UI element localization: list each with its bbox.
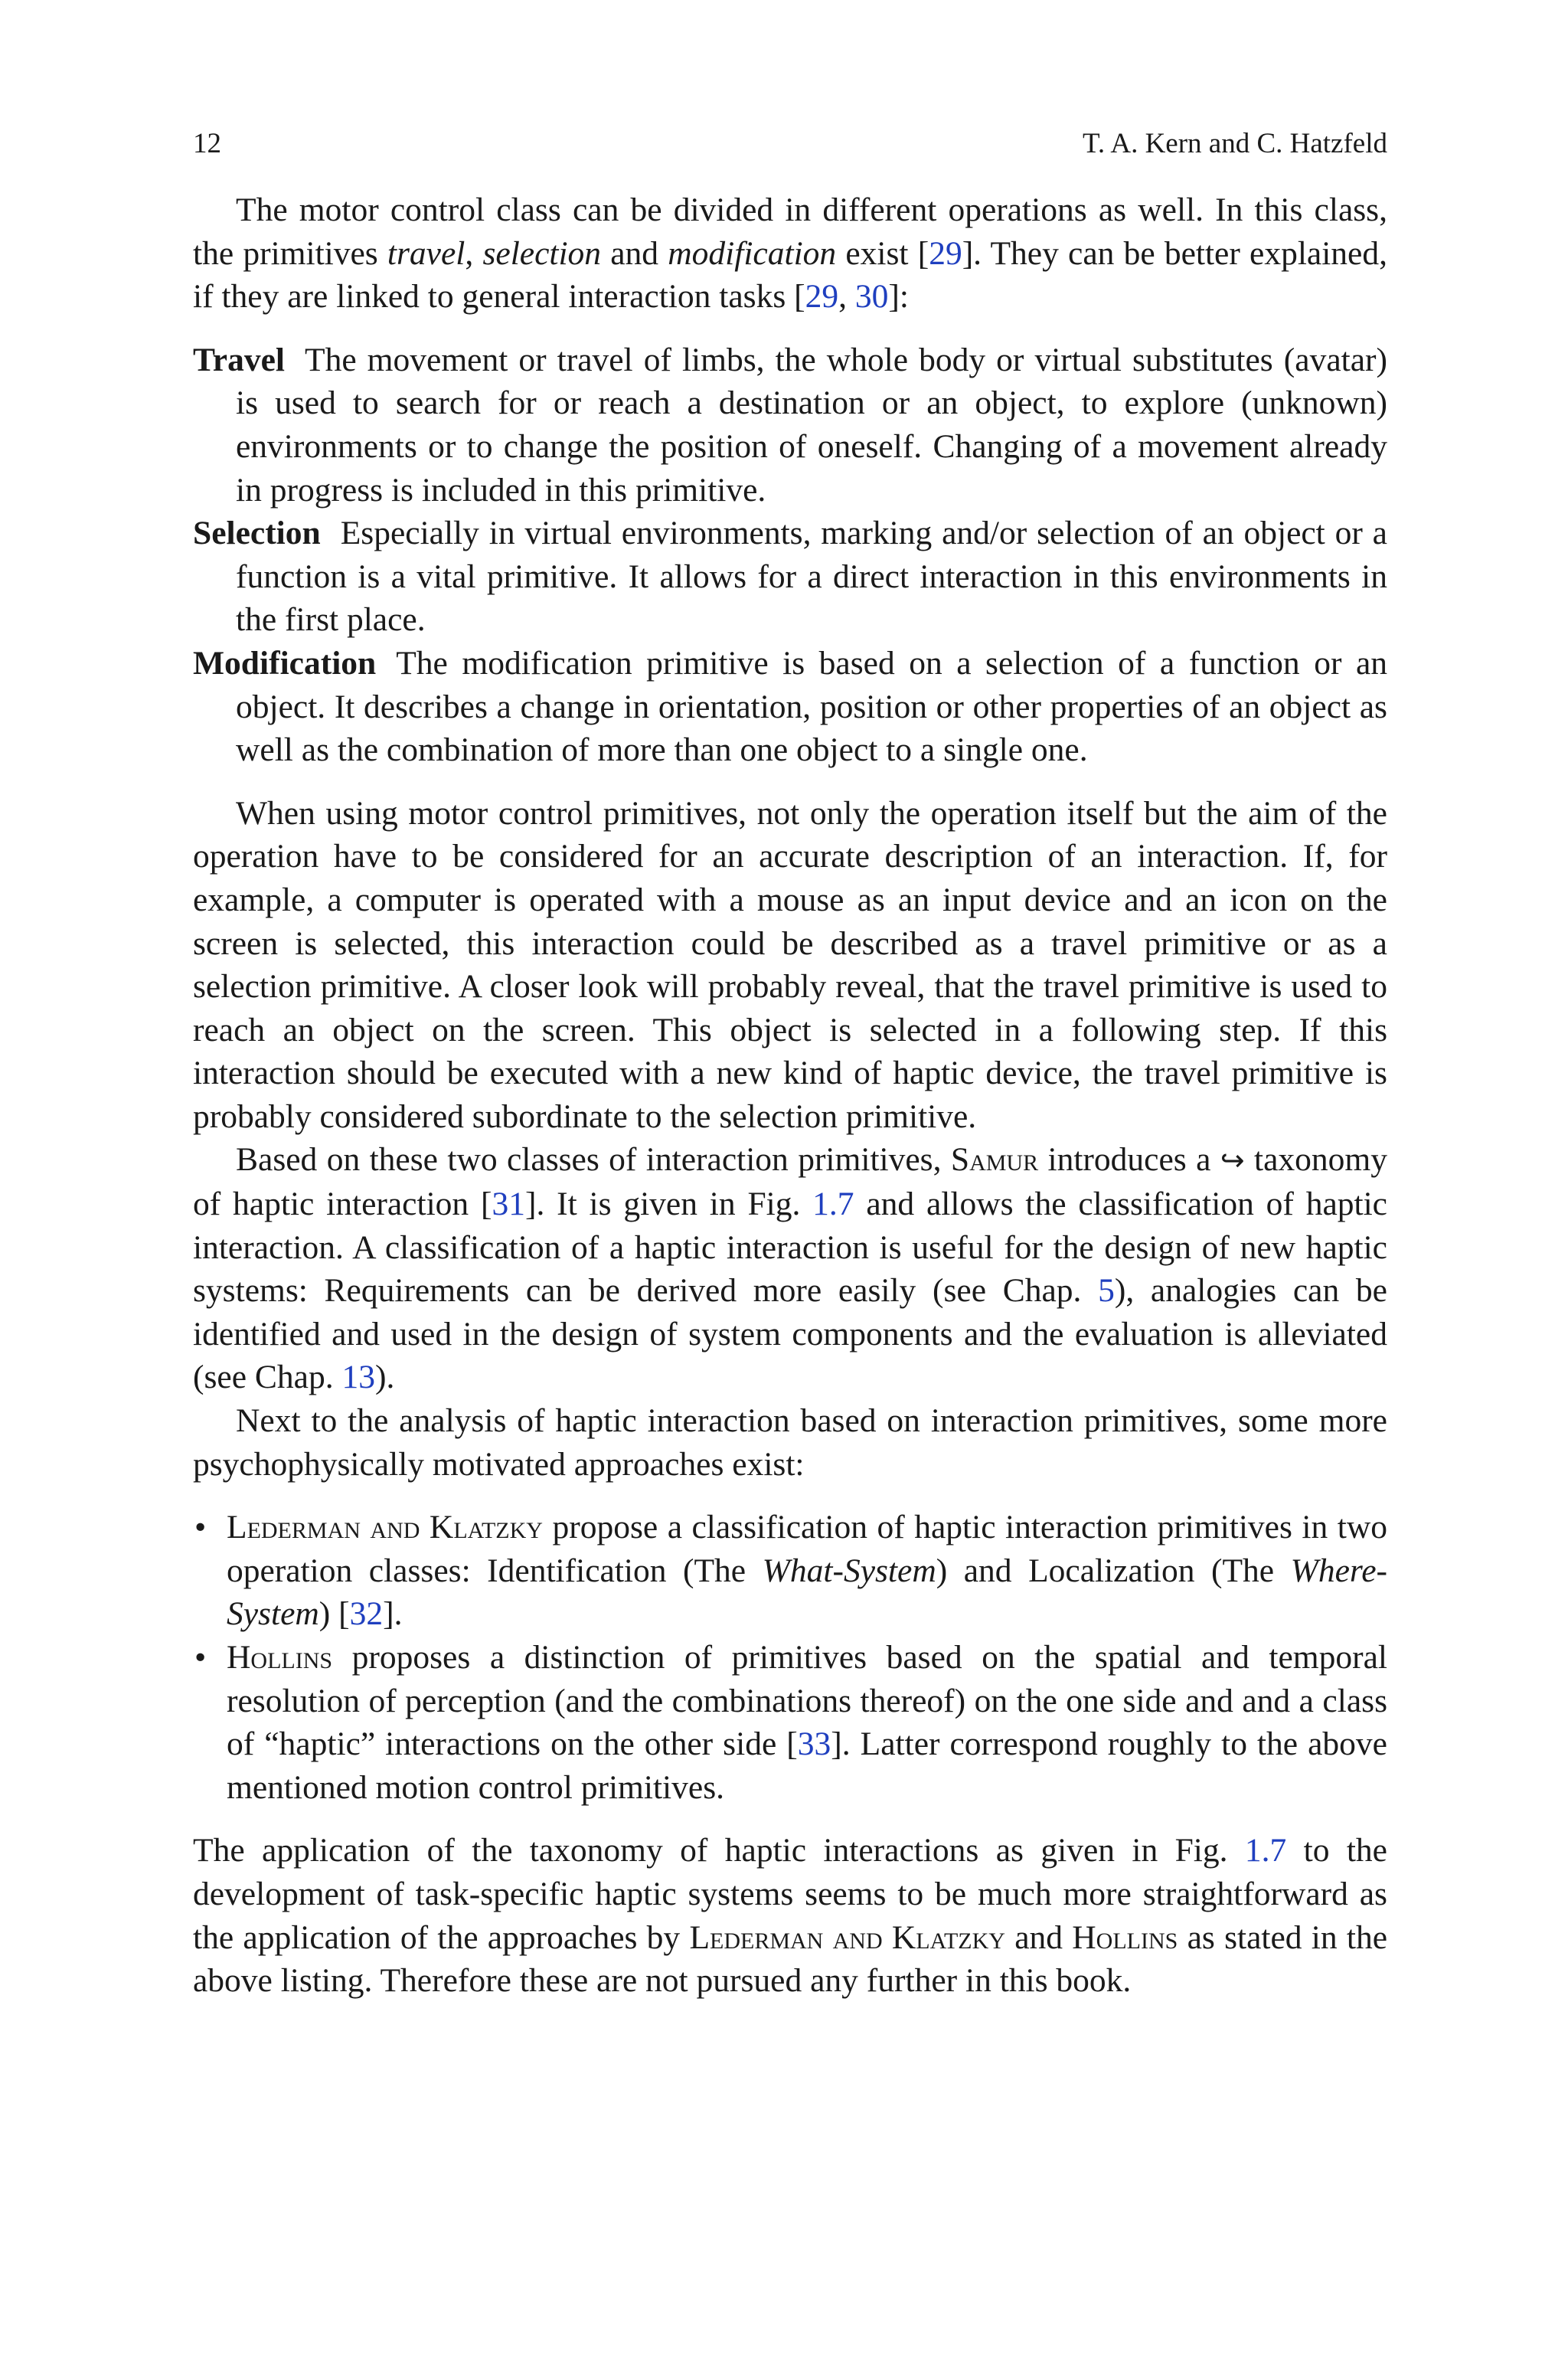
definition-travel bbox=[193, 339, 1387, 512]
definition-modification bbox=[193, 642, 1387, 772]
chapter-link-13[interactable]: 13 bbox=[341, 1359, 375, 1396]
figure-link-1-7[interactable]: 1.7 bbox=[1244, 1832, 1287, 1869]
citation-link-33[interactable]: 33 bbox=[797, 1725, 831, 1763]
term-travel: travel bbox=[387, 234, 466, 272]
bullet-list bbox=[193, 1506, 1387, 1809]
list-item: • Lederman and Klatzky propose a classification of haptic interaction primitives in two operation classes: Identification (The What-System) and Localization (The Where-System) [32]. bbox=[193, 1506, 1387, 1636]
definition-term: Selection bbox=[193, 515, 321, 552]
page-number: 12 bbox=[193, 128, 221, 159]
running-head bbox=[193, 123, 1387, 165]
definition-term: Travel bbox=[193, 341, 285, 378]
list-item: • Hollins proposes a distinction of primitives based on the spatial and temporal resolution of perception (and the combinations thereof) on the one side and and a class of “haptic” interactions on the other side [33]. Latter correspond roughly to the above mentioned motion control primitives. bbox=[193, 1636, 1387, 1809]
definition-text: The modification primitive is based on a selection of a function or an object. It describes a change in orientation, position or other properties of an object as well as the combination of more than one object to a single one. bbox=[236, 644, 1387, 769]
running-head-authors: T. A. Kern and C. Hatzfeld bbox=[1083, 128, 1387, 159]
citation-link-32[interactable]: 32 bbox=[349, 1595, 384, 1633]
paragraph-application: The application of the taxonomy of haptic interactions as given in Fig. 1.7 to the development of task-specific haptic systems seems to be much more straightforward as the application of the approaches by Lederman and Klatzky and Hollins as stated in the above listing. Therefore these are not pursued any further in this book. bbox=[193, 1832, 1388, 2000]
figure-link-1-7[interactable]: 1.7 bbox=[812, 1186, 854, 1223]
citation-link-29[interactable]: 29 bbox=[929, 234, 962, 272]
definition-text: The movement or travel of limbs, the whole body or virtual substitutes (avatar) is used to search for or reach a destination or an object, to explore (unknown) environments or to change the position of oneself. Changing of a movement already in progress is included in this primitive. bbox=[236, 341, 1387, 509]
definition-selection bbox=[193, 512, 1387, 642]
name-samur: Samur bbox=[950, 1141, 1039, 1179]
definition-term: Modification bbox=[193, 644, 377, 682]
citation-link-31[interactable]: 31 bbox=[492, 1186, 525, 1223]
chapter-link-5[interactable]: 5 bbox=[1098, 1272, 1115, 1310]
definition-list bbox=[193, 339, 1387, 772]
term-modification: modification bbox=[668, 234, 837, 272]
term-selection: selection bbox=[482, 234, 602, 272]
bullet-icon: • bbox=[194, 1509, 207, 1546]
paragraph-motor-control: The motor control class can be divided in different operations as well. In this class, the primitives travel, selection and modification exist [29]. They can be better explained, if they are linked to general interaction tasks [29, 30]: bbox=[193, 191, 1387, 316]
citation-link-29[interactable]: 29 bbox=[805, 278, 839, 316]
paragraph-taxonomy: Based on these two classes of interaction primitives, Samur introduces a ↪ taxonomy of haptic interaction [31]. It is given in Fig. 1.7 and allows the classification of haptic interaction. A classification of a haptic interaction is useful for the design of new haptic systems: Requirements can be derived more easily (see Chap. 5), analogies can be identified and used in the design of system components and the evaluation is alleviated (see Chap. 13). bbox=[193, 1141, 1387, 1396]
citation-link-30[interactable]: 30 bbox=[854, 278, 889, 316]
hooked-arrow-icon: ↪ bbox=[1220, 1143, 1245, 1178]
body-text bbox=[193, 188, 1387, 2003]
definition-text: Especially in virtual environments, marking and/or selection of an object or a function is a vital primitive. It allows for a direct interaction in this environments in the first place. bbox=[236, 515, 1387, 639]
paragraph-motor-primitives: When using motor control primitives, not only the operation itself but the aim of the operation have to be considered for an accurate description of an interaction. If, for example, a computer is operated with a mouse as an input device and an icon on the screen is selected, this interaction could be described as a travel primitive or as a selection primitive. A closer look will probably reveal, that the travel primitive is used to reach an object on the screen. This object is selected in a following step. If this interaction should be executed with a new kind of haptic device, the travel primitive is probably considered subordinate to the selection primitive. bbox=[193, 794, 1387, 1135]
page bbox=[193, 123, 1387, 2003]
bullet-icon: • bbox=[194, 1639, 207, 1676]
paragraph-psychophysical: Next to the analysis of haptic interaction based on interaction primitives, some more psychophysically motivated approaches exist: bbox=[193, 1402, 1387, 1483]
